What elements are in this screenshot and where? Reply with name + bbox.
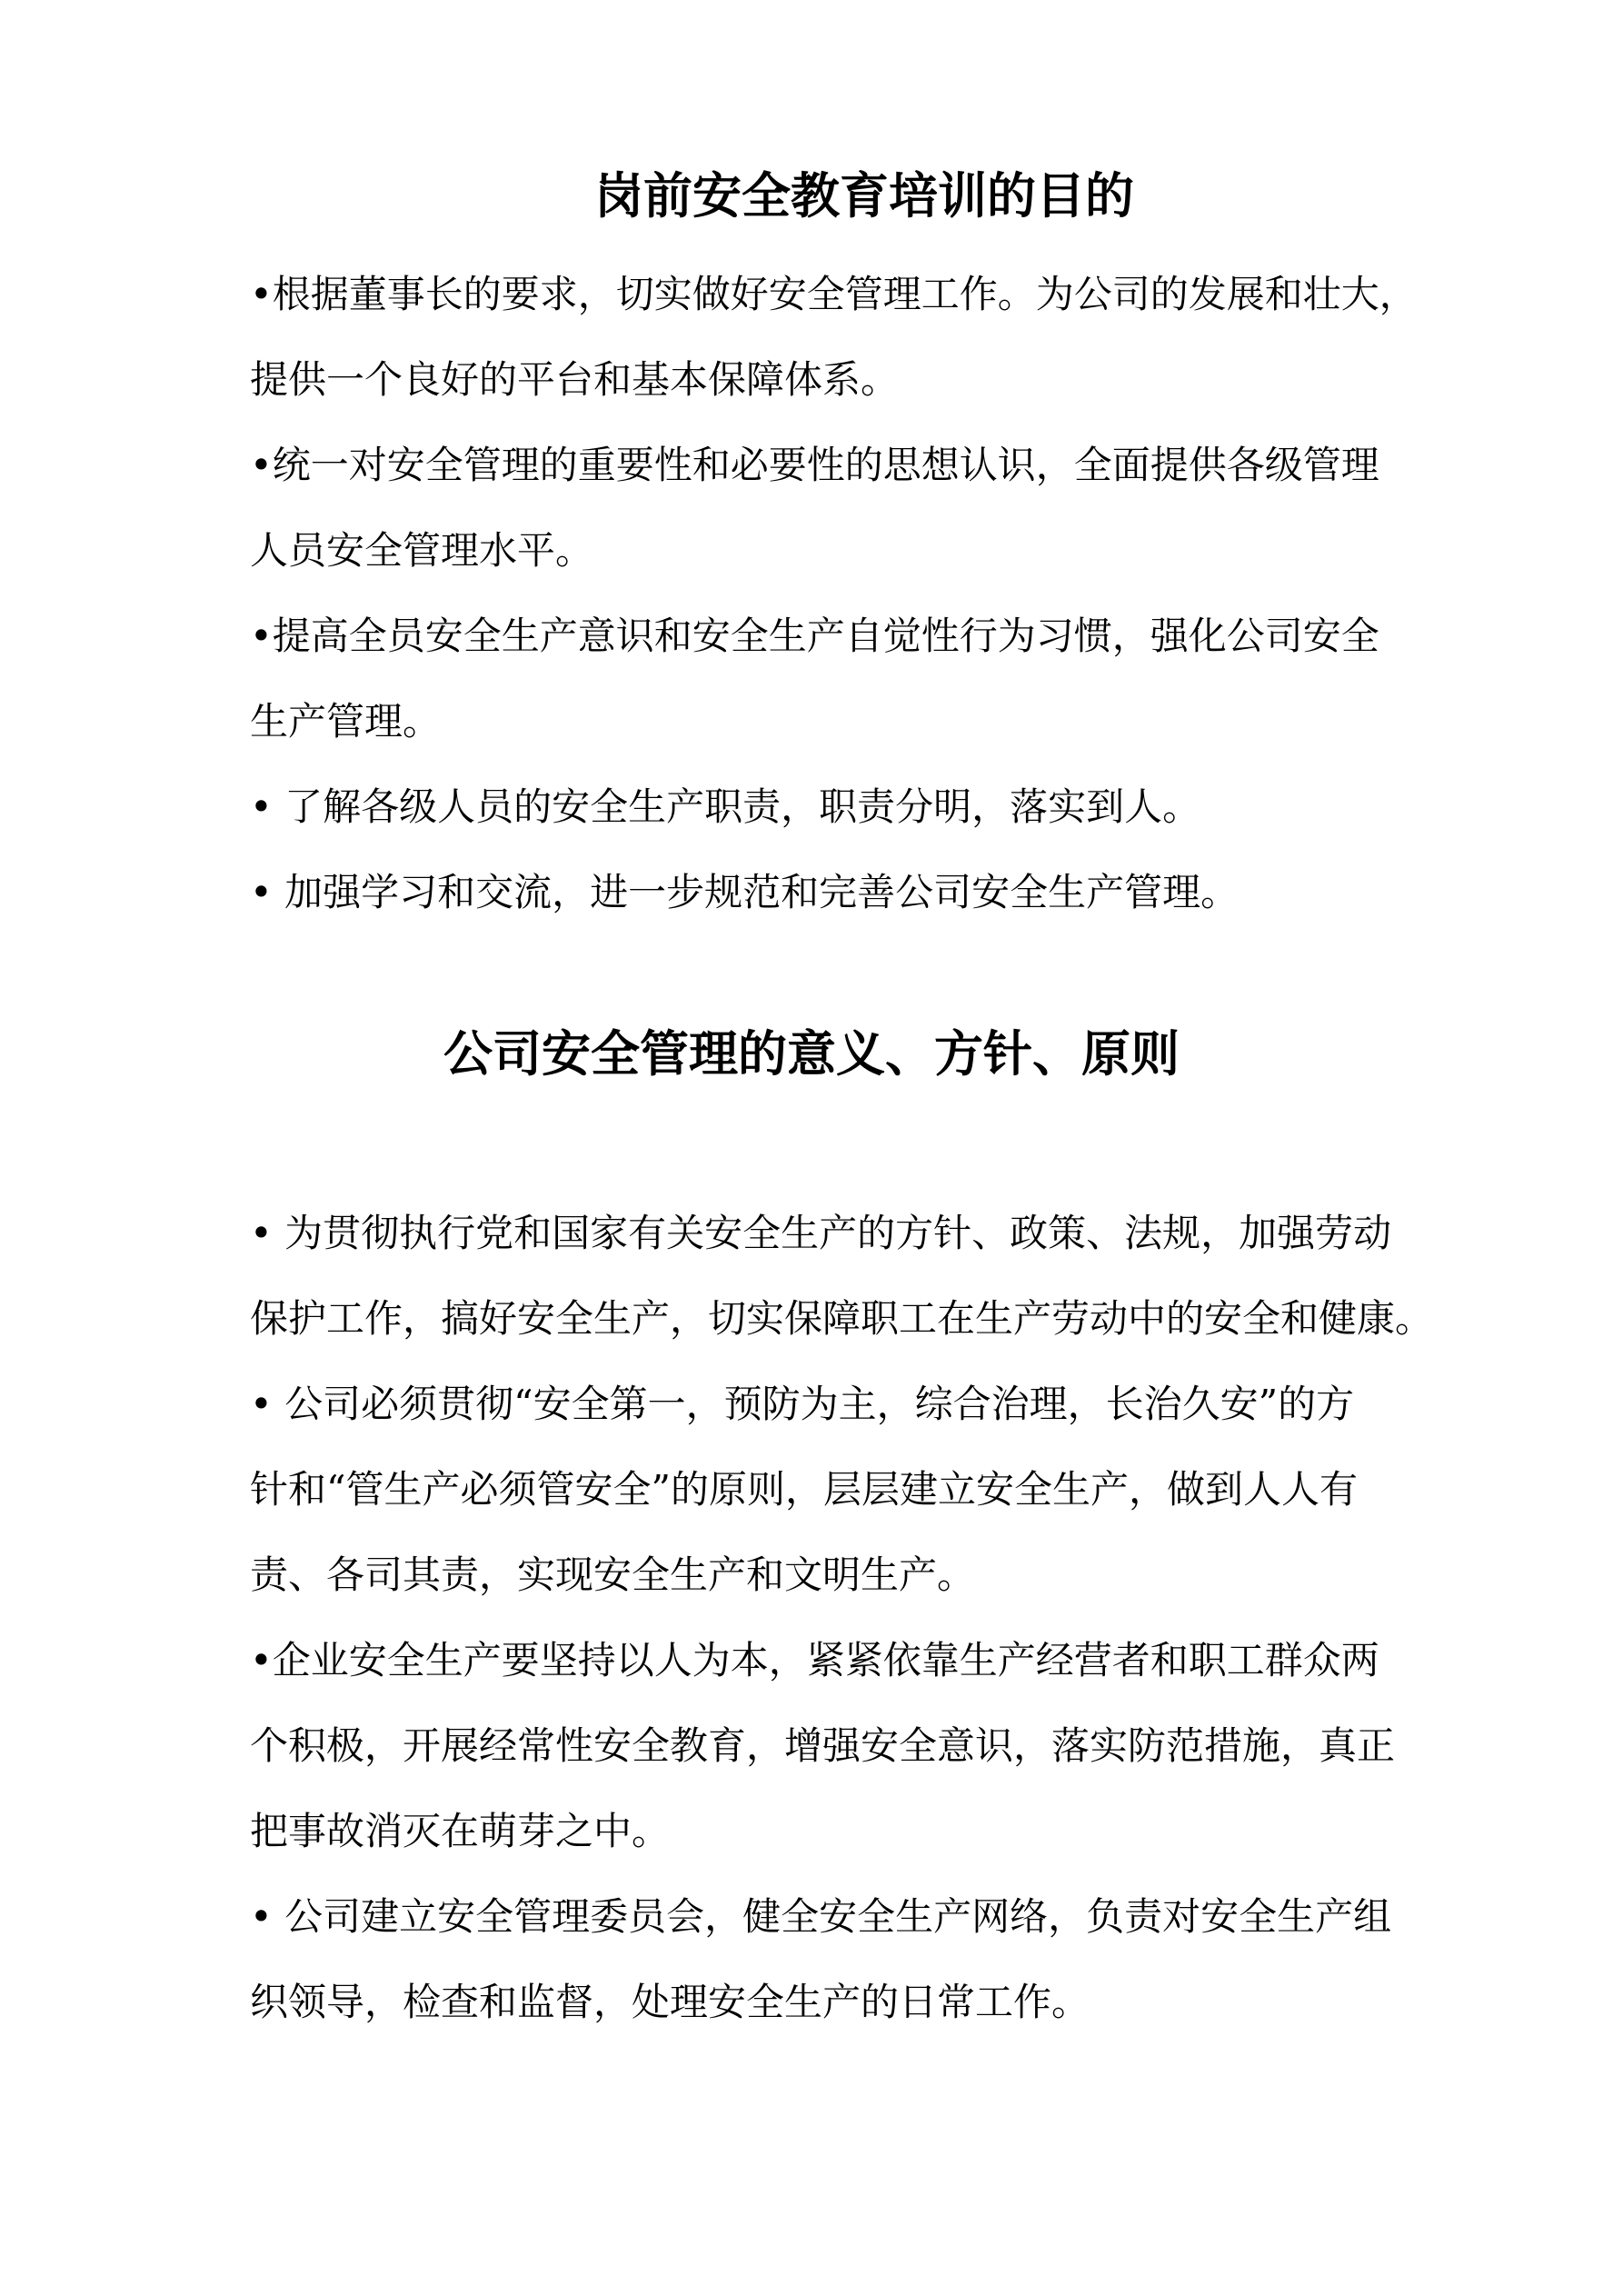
section-title-management-principles: 公司安全管理的意义、方针、原则: [443, 1024, 1180, 1083]
paragraph-line: 提供一个良好的平台和基本保障体系。: [250, 357, 900, 402]
paragraph-line: • 加强学习和交流，进一步规范和完善公司安全生产管理。: [250, 870, 1240, 914]
paragraph-line: 把事故消灭在萌芽之中。: [250, 1809, 671, 1853]
paragraph-line: 人员安全管理水平。: [250, 528, 594, 573]
paragraph: [250, 764, 1487, 850]
paragraph-line: •企业安全生产要坚持以人为本，紧紧依靠生产经营者和职工群众两: [250, 1638, 1379, 1682]
paragraph-line: •提高全员安全生产意识和安全生产自觉性行为习惯，强化公司安全: [250, 614, 1379, 658]
paragraph-line: 保护工作，搞好安全生产，切实保障职工在生产劳动中的安全和健康。: [250, 1296, 1434, 1341]
paragraph-line: 责、各司其责，实现安全生产和文明生产。: [250, 1552, 976, 1597]
paragraph-line: • 为贯彻执行党和国家有关安全生产的方针、政策、法规，加强劳动: [250, 1211, 1392, 1255]
paragraph-line: • 了解各级人员的安全生产职责，职责分明，落实到人。: [250, 784, 1201, 829]
paragraph: [250, 1191, 1487, 1362]
paragraph: [250, 423, 1487, 594]
paragraph: [250, 1362, 1487, 1618]
section-title-training-purpose: 岗前安全教育培训的目的: [594, 166, 1134, 225]
paragraph-line: •统一对安全管理的重要性和必要性的思想认识，全面提供各级管理: [250, 443, 1379, 487]
paragraph: [250, 1618, 1487, 1874]
paragraph: [250, 1874, 1487, 2045]
paragraph-line: 生产管理。: [250, 699, 442, 744]
paragraph: [250, 252, 1487, 423]
paragraph-line: • 公司建立安全管理委员会，健全安全生产网络，负责对安全生产组: [250, 1894, 1392, 1939]
paragraph-line: 个积极，开展经常性安全教育，增强安全意识，落实防范措施，真正: [250, 1723, 1396, 1768]
paragraph-line: •根据董事长的要求，切实做好安全管理工作。为公司的发展和壮大，: [250, 272, 1418, 316]
paragraph-line: 织领导，检查和监督，处理安全生产的日常工作。: [250, 1980, 1090, 2024]
section-body-training-purpose: [0, 252, 1623, 935]
paragraph-line: 针和“管生产必须管安全”的原则，层层建立安全生产，做到人人有: [250, 1467, 1358, 1512]
section-body-management-principles: [0, 1191, 1623, 2045]
paragraph: [250, 850, 1487, 935]
paragraph: [250, 594, 1487, 764]
paragraph-line: • 公司必须贯彻“安全第一，预防为主，综合治理，长治久安”的方: [250, 1382, 1355, 1426]
